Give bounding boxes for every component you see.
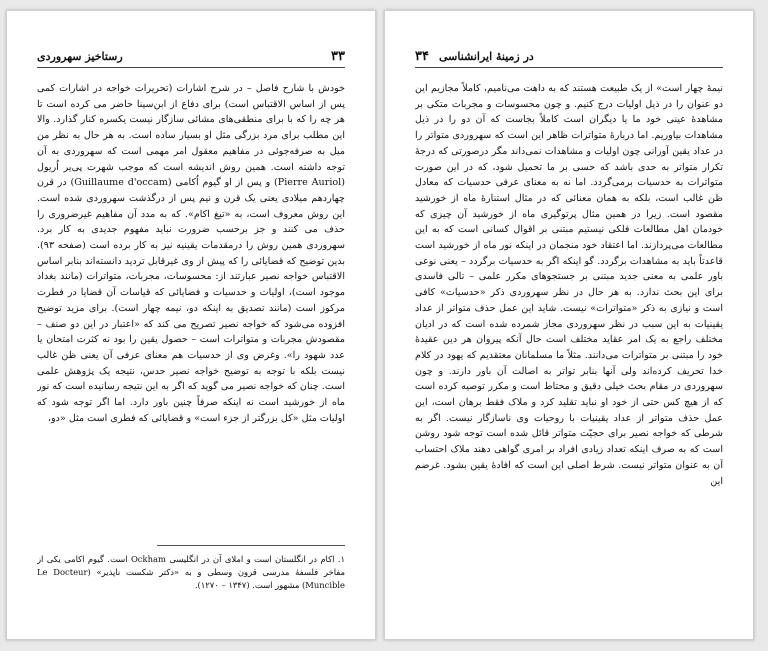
running-title: رستاخیز سهروردی [37,50,123,63]
page-number: ۳۴ [415,49,429,64]
body-paragraph: خودش با شارح فاصل – در شرح اشارات (تحریرات خواجه در اشارات کمی پس از اساس الاقتباس است) برای دفاع از ابن‌سینا حاضر می کرده است تا هر چه را که با برای منطقی‌های مشائی سازگار نیست یکسره کنار گذارد. والا این مطلب برای مرد بزرگی مثل او بسیار ساده است. به هر حال به نظر من میل به صرفه‌جوئی در مفاهیم معقول امر مهمی است که سهروردی به آن توجه داشته است. همین روش اندیشه است که موجب شهرت پی‌یر اُریول (Pierre Auriol) و پس از او گیوم اُکامی (Guillaume d'occam) در قرن چهاردهم میلادی یعنی یک قرن و نیم پس از درگذشت سهروردی شده است. این روش معروف است، به «تیغ اکام». که به مدد آن مفاهیم غیرضروری را حذف می کنند و جز برحسب ضرورت نباید مفهوم جدیدی به کار برد. سهروردی همین روش را درمقدمات یقینیه نیز به کار برده است (صفحه ۹۳). بدین توضیح که قضایائی را که پیش از وی غیرقابل تردید دانسته‌اند بنابر اساس الاقتباس خواجه نصیر عبارتند از: محسوسات، مجربات، متواترات (مانند بغداد موجود است)، اولیات و حدسیات و فضایائی که قیاسات آن قضایا در فطرت مرکوز است (مانند تصدیق به اینکه دو، نیمه چهار است). برای مزید توضیح افزوده می‌شود که خواجه نصیر تصریح می کند که «اعتبار در این دو صنف – مقصودش مجربات و متواترات است – حصول یقین را بود نه کثرت امتحان یا عدد شهود را». وغرض وی از حدسیات هم معنای عرفی آن یعنی ظن غالب نیست بلکه با توجه به توضیح خواجه نصیر حدس، نتیجه یک پژوهش علمی است. چنان که خواجه نصیر می گوید که اگر به این نتیجه رسانیده است که نور ماه از خورشید است نه اینکه صرفاً چنین باور دارد. اما اگر توجه شود که اولیات مثل «کل بزرگتر از جزء است» و قضایائی که فطری است مثل «دو، [37,83,345,424]
footnote-divider [157,545,345,546]
page-body [415,81,723,616]
running-title: در زمینهٔ ایرانشناسی [439,50,534,63]
footnote-text: ۱. اکام در انگلستان است و املای آن در انگلیسی Ockham است. گیوم اکامی یکی از مفاخر فلسفهٔ مدرسی قرون وسطی و به «دکتر شکست ناپذیر» (Le Docteur Muncible) مشهور است. (۱۳۴۷ – ۱۲۷۰). [37,554,345,591]
page-body [37,81,345,481]
right-page [384,10,754,640]
page-number: ۳۳ [331,49,345,64]
left-page [6,10,376,640]
body-paragraph: نیمهٔ چهار است» از یک طبیعت هستند که به داهت می‌نامیم، کاملاً مجازیم این دو عنوان را در ذیل اولیات درج کنیم. و چون محسوسات و مجربات متکی بر مشاهدهٔ عینی خود ما یا دیگران است کاملاً بجاست که آن دو را در ذیل مشاهدات بیاوریم. اما دربارهٔ متواترات ظاهر این است که سهروردی متواتر را در عداد یقین آورانی چون اولیات و مشاهدات نمی‌داند مگر درصورتی که درجهٔ تکرار متواتر به حدی باشد که حسی بر ما تحمیل شود، که در این صورت متواترات به حدسیات برمی‌گردد. اما نه به معنای عرفی حدسیات که معادل ظن غالب است، بلکه به همان معنائی که در مثال استنارهٔ ماه از خورشید مقصود است. زیرا در همین مثال پرتوگیری ماه از خورشید آن چیزی که خودمان اهل مطالعات فلکی نیستیم مبتنی بر اقوال کسانی است که به این مطالعات می‌پردازند. اما اعتقاد خود منجمان در اینکه نور ماه از خورشید است قاعدتاً باید به مشاهدات برگردد. گو اینکه اگر به حدسیات برگردد – یعنی نوعی باور علمی به معنی جدید مبتنی بر جستجوهای مکرر علمی – تالی فاسدی برای این بحث ندارد. به هر حال در نظر سهروردی ذکر «حدسیات» کافی است و نیازی به ذکر «متواترات» نیست. شاید این عمل حذف متواتر از عداد یقینیات به این سبب در نظر سهروردی مجاز شمرده شده است که در ادیان مختلف راجع به یک امر عقاید مختلف است حال آنکه پیروان هر دین عقیدهٔ خود را مبتنی بر متواترات می‌دانند. مثلاً ما مسلمانان معتقدیم که یهود در کلام خدا تحریف کرده‌اند ولی آنها بنابر تواتر به اصالت آن باور دارند. و چون سهروردی در مقام بحث خیلی دقیق و محتاط است و مکرر توصیه کرده است که از هیچ کس حتی از خود او نباید تقلید کرد و ملاک فقط برهان است، این عمل حذف متواتر از عداد یقینیات با روحیات وی ناسازگار نیست. اگر به شرطی که خواجه نصیر برای حجیّت متواتر قائل شده است توجه شود روشن است که به صرف اینکه تعداد زیادی افراد بر امری گواهی دهند ملاک احتساب آن به عنوان متواتر نیست. شرط اصلی این است که افادهٔ یقین بشود. غرضم این [415,83,723,487]
footnote [37,553,345,613]
page-header [37,49,345,68]
page-header [415,49,723,68]
